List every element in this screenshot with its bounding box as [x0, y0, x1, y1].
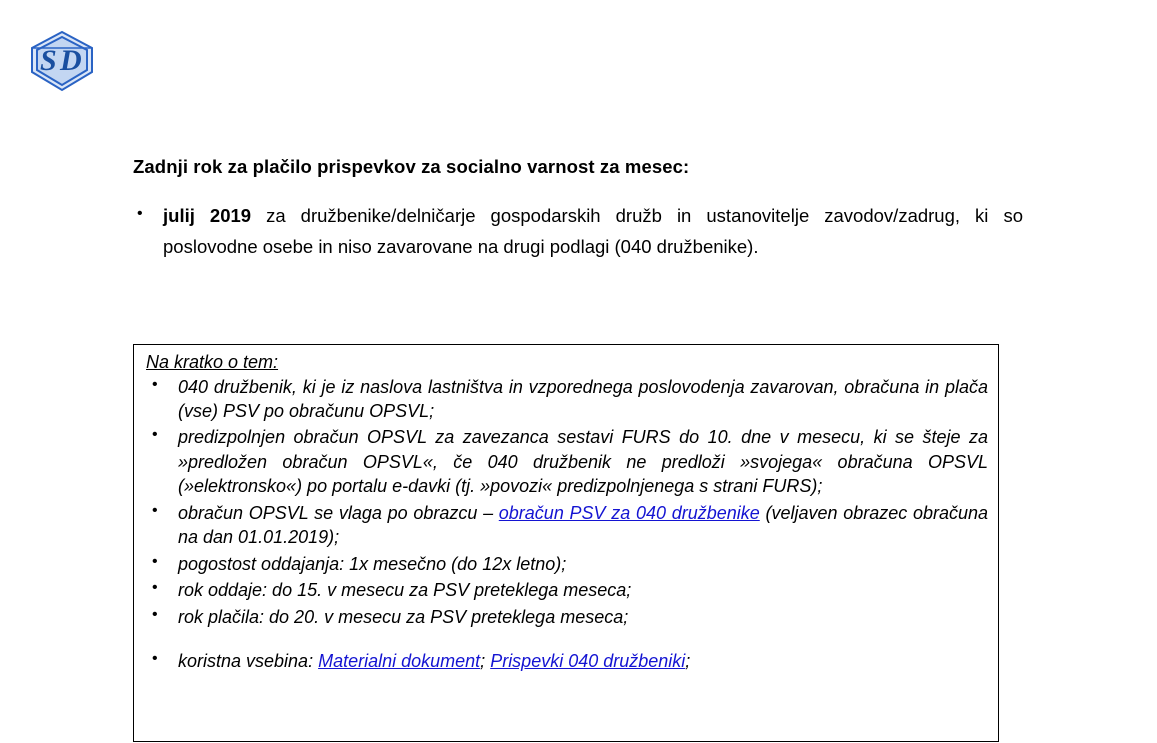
item-text-prefix: koristna vsebina:: [178, 651, 319, 672]
month-label: julij: [163, 205, 210, 227]
item-text: rok oddaje: do 15. v mesecu za PSV preteklega meseca;: [178, 580, 632, 601]
link-prispevki-040-druzbeniki[interactable]: Prispevki 040 družbeniki: [490, 651, 686, 672]
document-body: [133, 155, 1023, 266]
list-item: [133, 201, 1023, 262]
list-item: [144, 649, 988, 673]
year-label: 2019: [209, 205, 252, 227]
item-text: pogostost oddajanja: 1x mesečno (do 12x letno);: [178, 553, 567, 574]
item-text: 040 družbenik, ki je iz naslova lastništva in vzporednega poslovodenja zavarovan, obračuna in plača (vse) PSV po obračunu OPSVL;: [178, 376, 988, 421]
sd-logo: [22, 26, 102, 96]
item-text-suffix: (veljaven obrazec obračuna na dan 01.01.2019);: [178, 502, 989, 548]
summary-box-title: Na kratko o tem:: [146, 352, 279, 372]
list-item: [144, 501, 988, 550]
link-obracun-psv-040[interactable]: obračun PSV za 040 družbenike: [498, 502, 760, 523]
list-item: [144, 375, 988, 424]
item-text: rok plačila: do 20. v mesecu za PSV preteklega meseca;: [178, 606, 629, 627]
item-text-mid: ;: [480, 651, 491, 672]
deadline-list: [133, 201, 1023, 262]
summary-list: [144, 375, 988, 674]
svg-text:S: S: [40, 44, 57, 77]
item-text-prefix: obračun OPSVL se vlaga po obrazcu –: [178, 502, 499, 523]
summary-box: [133, 344, 999, 742]
list-item: [144, 425, 988, 498]
intro-heading: Zadnji rok za plačilo prispevkov za socialno varnost za mesec:: [133, 156, 690, 177]
bullet-text: za družbenike/delničarje gospodarskih družb in ustanovitelje zavodov/zadrug, ki so poslovodne osebe in niso zavarovane na drugi podlagi (040 družbenike).: [163, 205, 1024, 257]
link-materialni-dokument[interactable]: Materialni dokument: [318, 651, 481, 672]
item-text-suffix: ;: [685, 651, 691, 672]
list-item: [144, 578, 988, 602]
item-text: predizpolnjen obračun OPSVL za zavezanca sestavi FURS do 10. dne v mesecu, ki se šteje za »predložen obračun OPSVL«, če 040 družbenik ne predloži »svojega« obračuna OPSVL (»elektronsko«) po portalu e-davki (tj. »povozi« predizpolnjenega s strani FURS);: [178, 427, 988, 497]
svg-text:D: D: [60, 44, 82, 77]
list-item: [144, 605, 988, 629]
list-item: [144, 552, 988, 576]
